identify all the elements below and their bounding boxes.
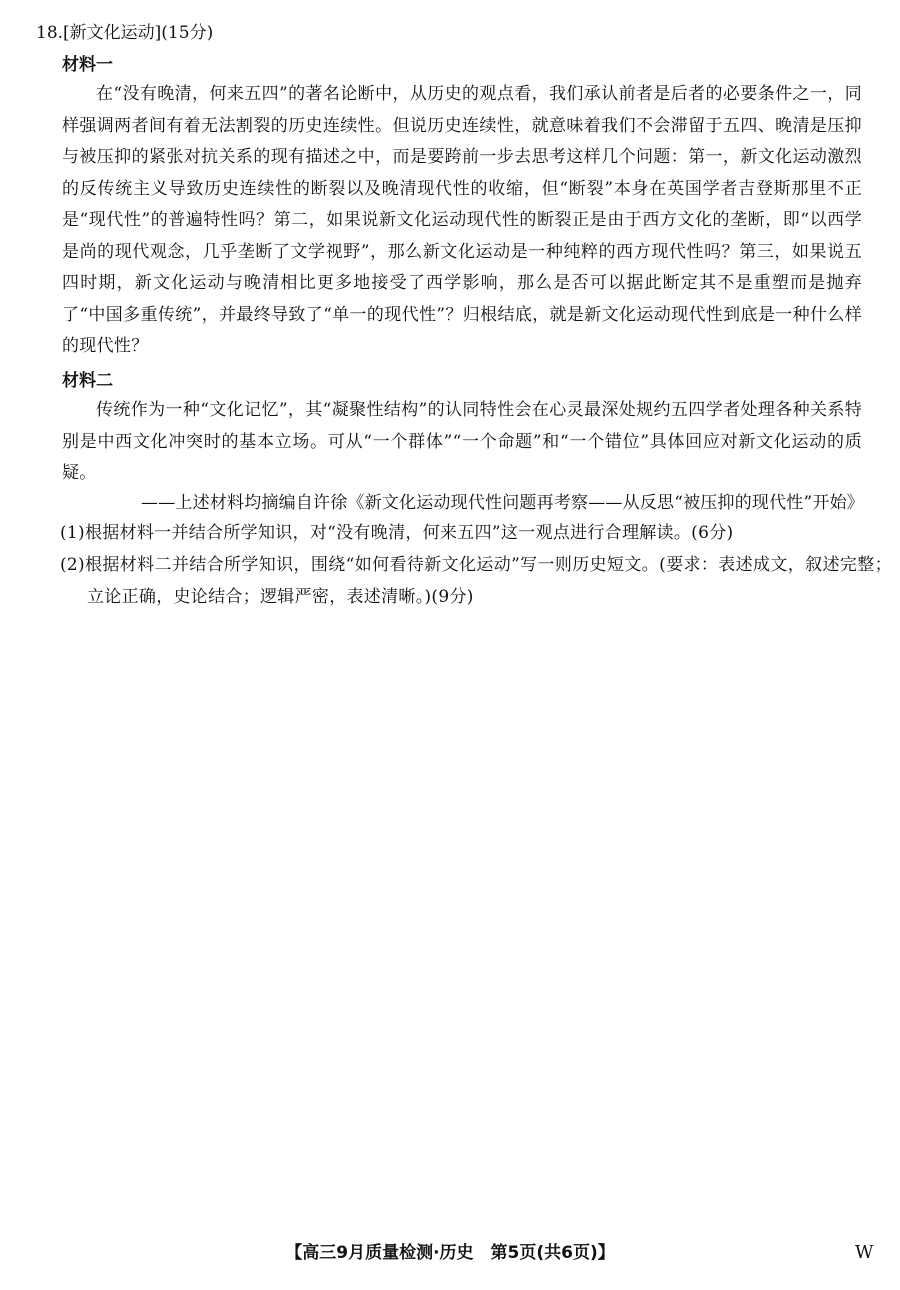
material-two-heading: 材料二: [62, 371, 113, 391]
question-title: 18.[新文化运动](15分): [36, 23, 214, 43]
material-one-heading: 材料一: [62, 55, 113, 75]
material-two-paragraph: 传统作为一种“文化记忆”，其“凝聚性结构”的认同特性会在心灵最深处规约五四学者处理各种关系特别是中西文化冲突时的基本立场。可从“一个群体”“一个命题”和“一个错位”具体回应对新文化运动的质疑。: [62, 400, 862, 483]
sub-question-2: (2)根据材料二并结合所学知识，围绕“如何看待新文化运动”写一则历史短文。(要求：表述成文，叙述完整；立论正确，史论结合；逻辑严密，表述清晰。)(9分): [60, 555, 892, 607]
page-footer: 【高三9月质量检测·历史 第5页(共6页)】: [285, 1243, 615, 1263]
sub-question-1: (1)根据材料一并结合所学知识，对“没有晚清，何来五四”这一观点进行合理解读。(6分): [60, 523, 734, 543]
source-citation: ——上述材料均摘编自许徐《新文化运动现代性问题再考察——从反思“被压抑的现代性”开始》: [141, 493, 864, 513]
material-one-paragraph: 在“没有晚清，何来五四”的著名论断中，从历史的观点看，我们承认前者是后者的必要条件之一，同样强调两者间有着无法割裂的历史连续性。但说历史连续性，就意味着我们不会滞留于五四、晚清是压抑与被压抑的紧张对抗关系的现有描述之中，而是要跨前一步去思考这样几个问题：第一，新文化运动激烈的反传统主义导致历史连续性的断裂以及晚清现代性的收缩，但“断裂”本身在英国学者吉登斯那里不正是“现代性”的普遍特性吗？第二，如果说新文化运动现代性的断裂正是由于西方文化的垄断，即“以西学是尚的现代观念，几乎垄断了文学视野”，那么新文化运动是一种纯粹的西方现代性吗？第三，如果说五四时期，新文化运动与晚清相比更多地接受了西学影响，那么是否可以据此断定其不是重塑而是抛弃了“中国多重传统”，并最终导致了“单一的现代性”？归根结底，就是新文化运动现代性到底是一种什么样的现代性？: [62, 84, 862, 356]
footer-mark: W: [855, 1242, 874, 1263]
